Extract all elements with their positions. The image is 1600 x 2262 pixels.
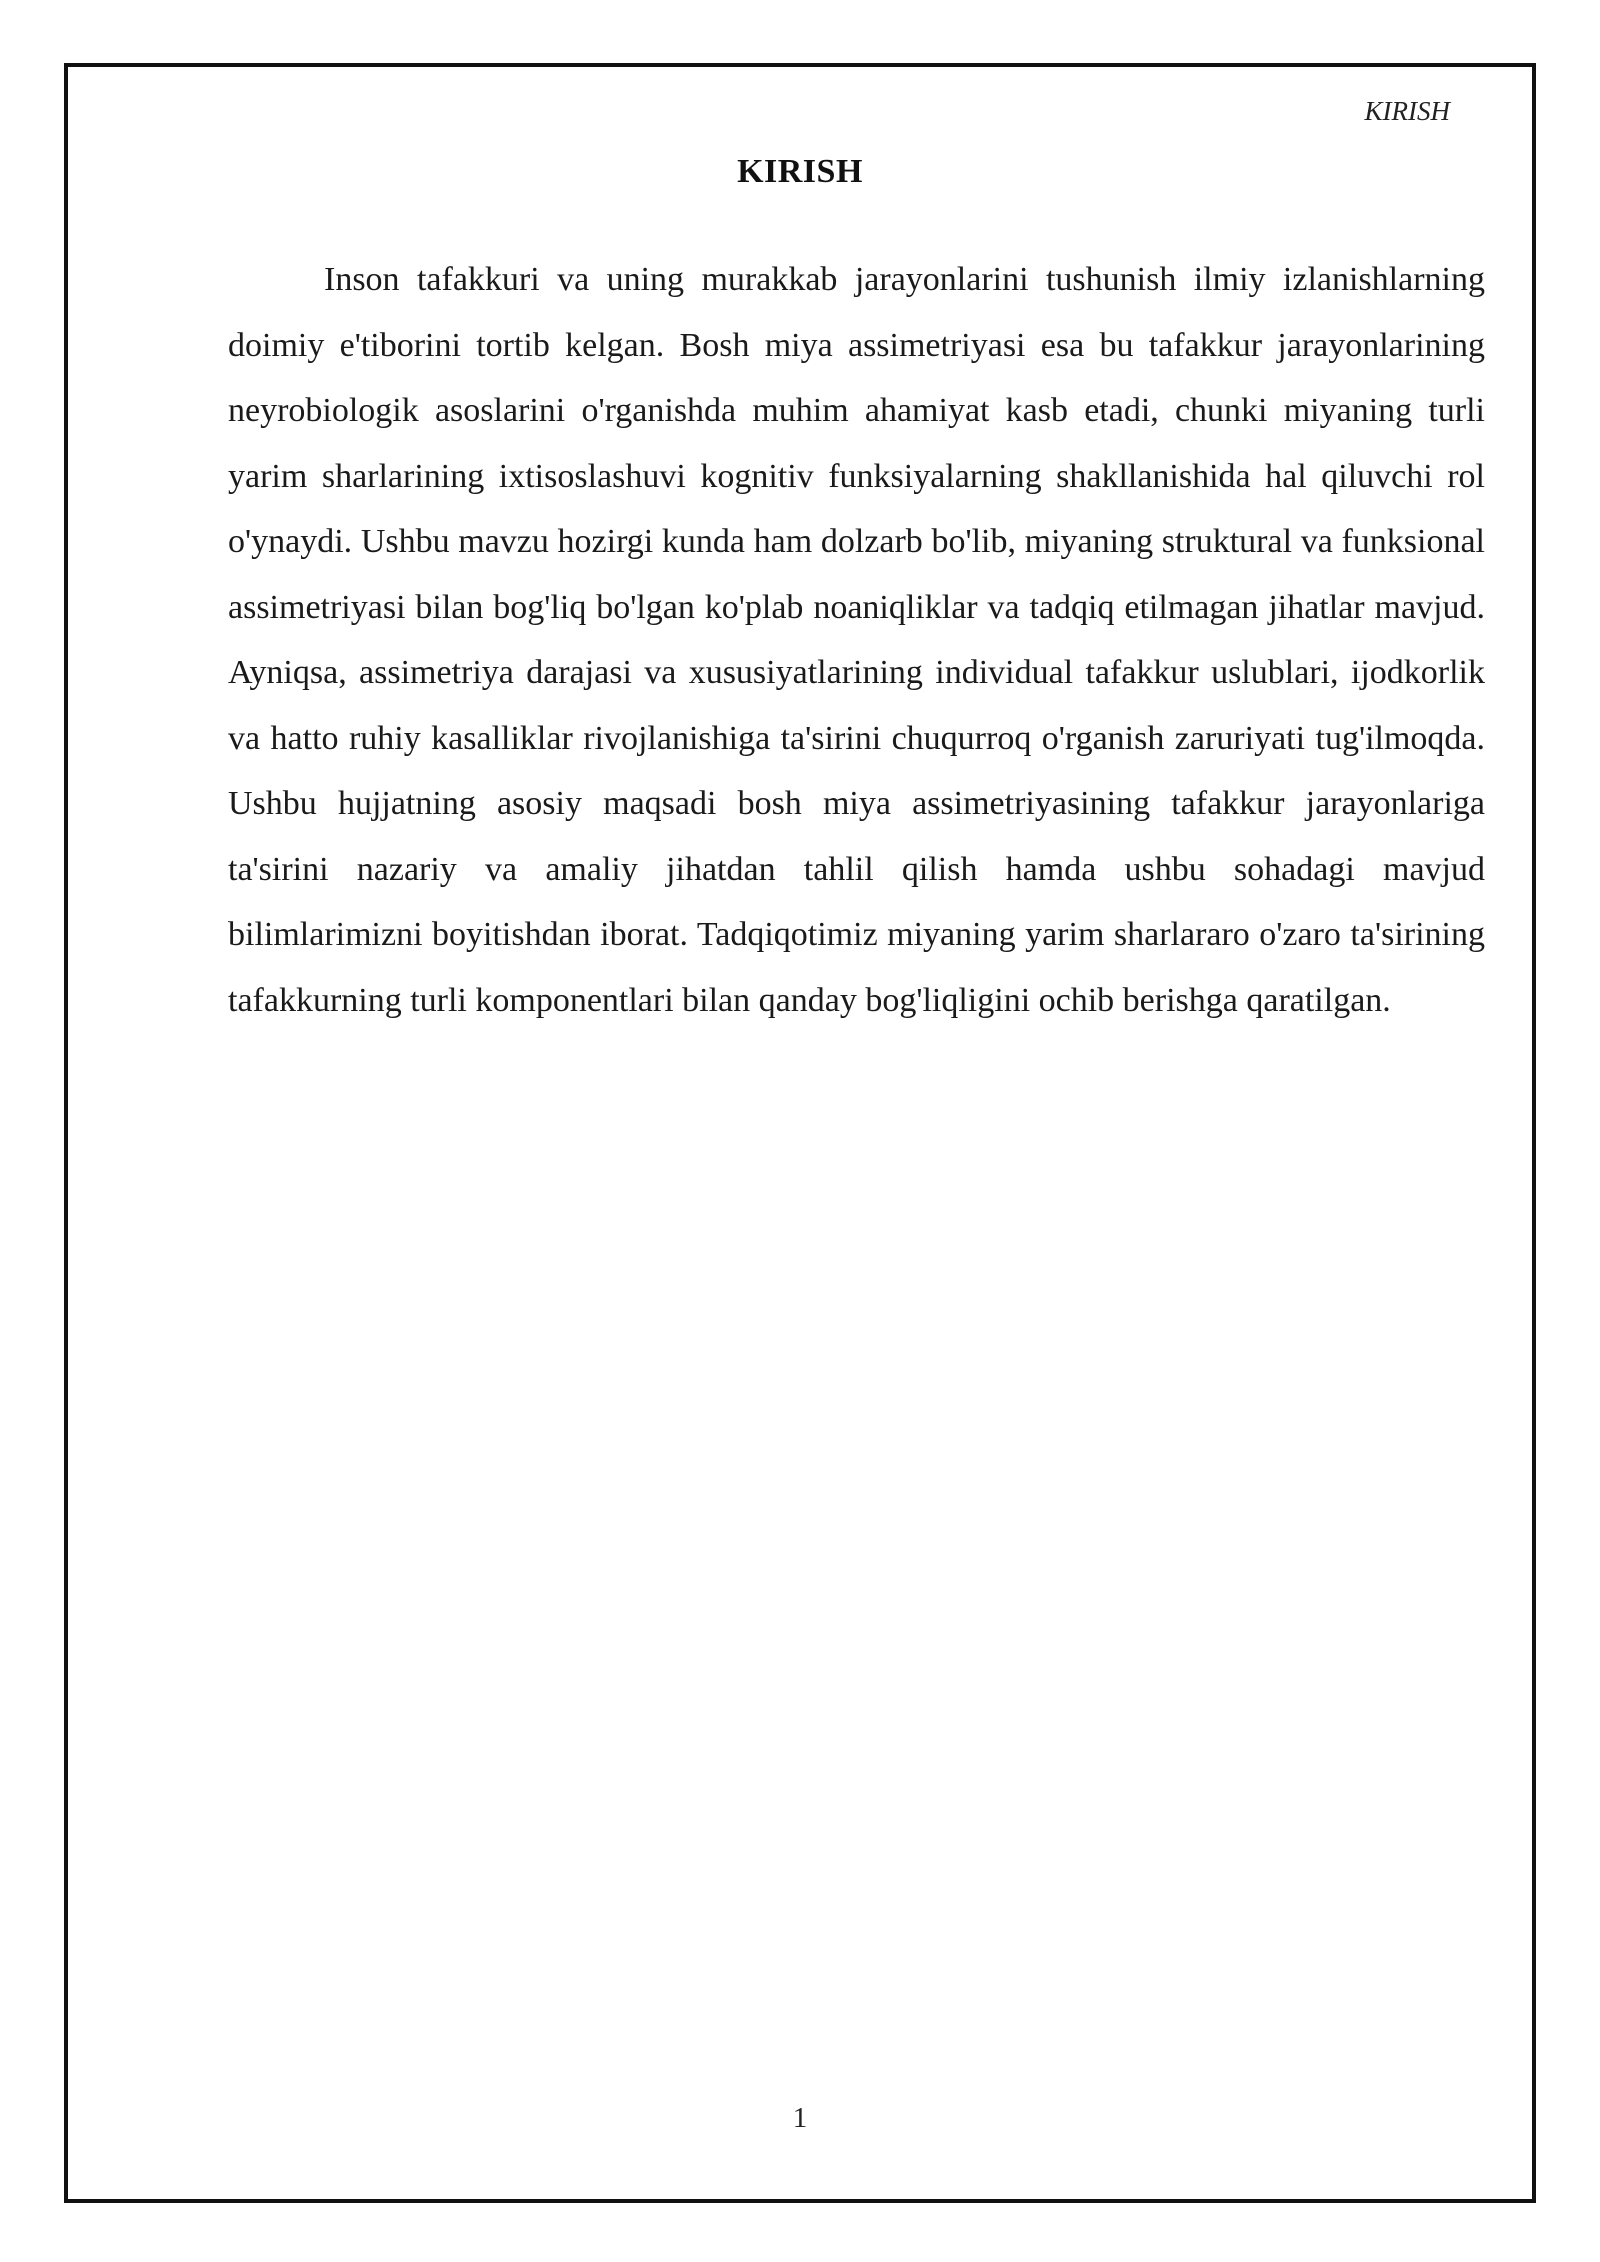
running-header: KIRISH — [1364, 96, 1450, 126]
section-title: KIRISH — [737, 153, 863, 190]
page-number: 1 — [792, 2102, 808, 2134]
body-paragraph: Inson tafakkuri va uning murakkab jarayonlarini tushunish ilmiy izlanishlarning doimiy e'tiborini tortib kelgan. Bosh miya assimetriyasi esa bu tafakkur jarayonlarining neyrobiologik asoslarini o'rganishda muhim ahamiyat kasb etadi, chunki miyaning turli yarim sharlarining ixtisoslashuvi kognitiv funksiyalarning shakllanishida hal qiluvchi rol o'ynaydi. Ushbu mavzu hozirgi kunda ham dolzarb bo'lib, miyaning struktural va funksional assimetriyasi bilan bog'liq bo'lgan ko'plab noaniqliklar va tadqiq etilmagan jihatlar mavjud. Ayniqsa, assimetriya darajasi va xususiyatlarining individual tafakkur uslublari, ijodkorlik va hatto ruhiy kasalliklar rivojlanishiga ta'sirini chuqurroq o'rganish zaruriyati tug'ilmoqda. Ushbu hujjatning asosiy maqsadi bosh miya assimetriyasining tafakkur jarayonlariga ta'sirini nazariy va amaliy jihatdan tahlil qilish hamda ushbu sohadagi mavjud bilimlarimizni boyitishdan iborat. Tadqiqotimiz miyaning yarim sharlararo o'zaro ta'sirining tafakkurning turli komponentlari bilan qanday bog'liqligini ochib berishga qaratilgan. — [228, 261, 1485, 1019]
